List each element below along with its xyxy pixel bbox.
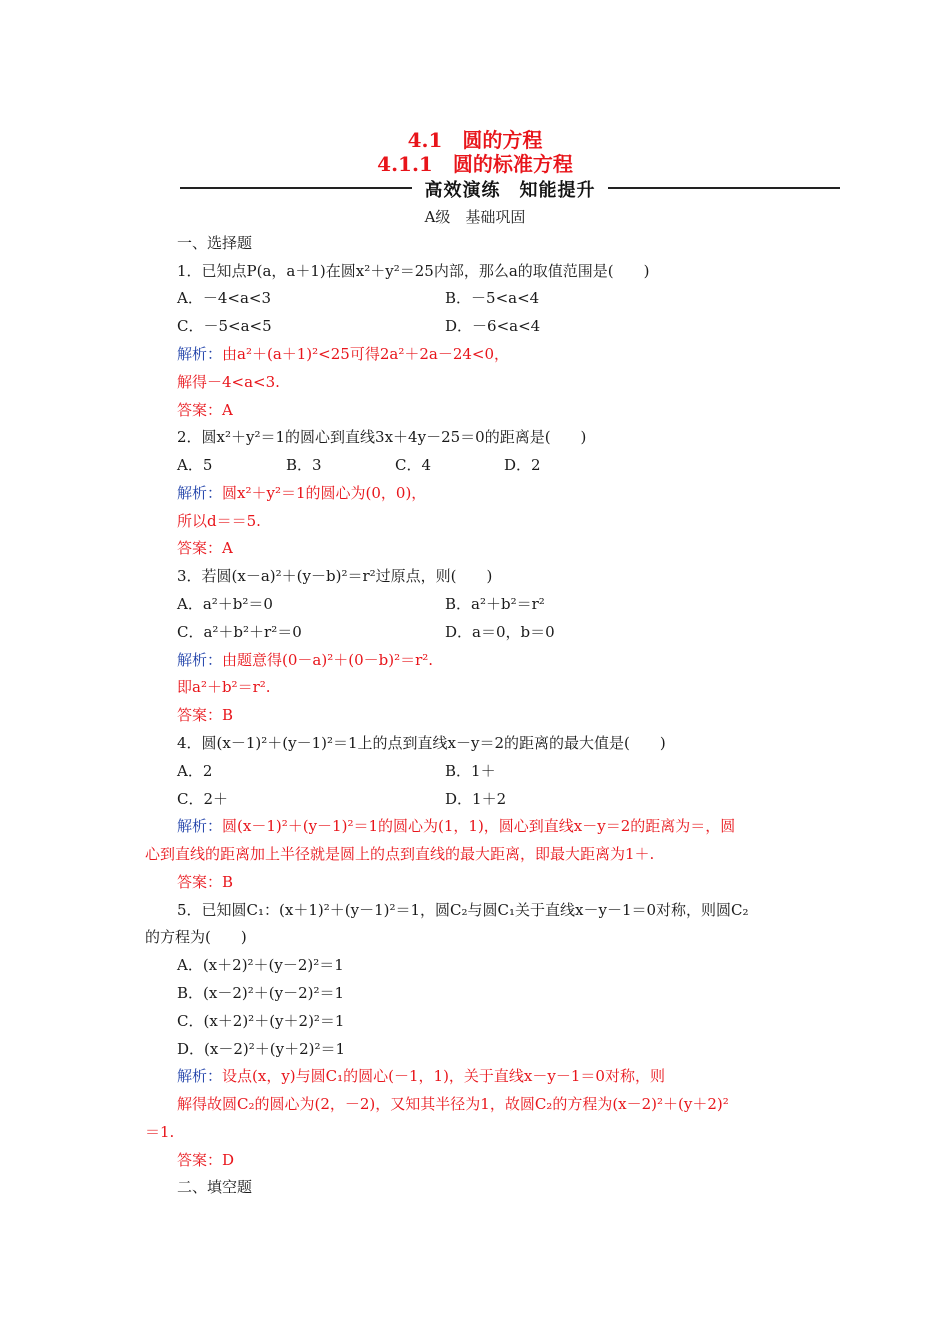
q4-option-c: C．2＋: [177, 790, 229, 808]
q1-option-c: C．－5<a<5: [177, 317, 272, 335]
part-heading-choice: 一、选择题: [177, 234, 253, 252]
analysis-text: 圆x²＋y²＝1的圆心为(0，0)，: [222, 484, 427, 502]
q3-option-b: B．a²＋b²＝r²: [445, 595, 545, 613]
analysis-label: 解析：: [177, 817, 223, 835]
analysis-text: 由题意得(0－a)²＋(0－b)²＝r².: [222, 651, 434, 669]
analysis-text: 由a²＋(a＋1)²<25可得2a²＋2a－24<0，: [222, 345, 510, 363]
q3-option-a: A．a²＋b²＝0: [177, 595, 273, 613]
q5-analysis: [177, 1066, 665, 1086]
q3-answer: 答案：B: [177, 706, 234, 724]
banner-text: 高效演练 知能提升: [424, 180, 596, 201]
question-4-stem: 4．圆(x－1)²＋(y－1)²＝1上的点到直线x－y＝2的距离的最大值是( ): [177, 734, 666, 752]
q4-analysis: [177, 816, 735, 836]
q3-analysis: [177, 650, 433, 670]
question-2-stem: 2．圆x²＋y²＝1的圆心到直线3x＋4y－25＝0的距离是( ): [177, 428, 587, 446]
q1-answer: 答案：A: [177, 401, 233, 419]
banner-rule-right: [608, 187, 840, 189]
q5-answer: 答案：D: [177, 1151, 235, 1169]
analysis-text: 圆(x－1)²＋(y－1)²＝1的圆心为(1，1)，圆心到直线x－y＝2的距离为＝，圆: [222, 817, 736, 835]
question-3-stem: 3．若圆(x－a)²＋(y－b)²＝r²过原点，则( ): [177, 567, 493, 585]
banner: [180, 176, 840, 200]
question-1-stem: 1．已知点P(a，a＋1)在圆x²＋y²＝25内部，那么a的取值范围是( ): [177, 262, 650, 280]
q4-answer: 答案：B: [177, 873, 234, 891]
q5-option-a: A．(x＋2)²＋(y－2)²＝1: [177, 956, 344, 974]
question-5-stem-line2: 的方程为( ): [145, 928, 247, 946]
q1-option-b: B．－5<a<4: [445, 289, 540, 307]
q4-option-d: D．1＋2: [445, 790, 507, 808]
q3-analysis-line2: 即a²＋b²＝r².: [177, 678, 271, 696]
q2-option-c: C．4: [395, 456, 432, 474]
analysis-label: 解析：: [177, 1067, 223, 1085]
q1-analysis-line2: 解得－4<a<3.: [177, 373, 280, 391]
analysis-label: 解析：: [177, 484, 223, 502]
q3-option-d: D．a＝0，b＝0: [445, 623, 555, 641]
q5-option-b: B．(x－2)²＋(y－2)²＝1: [177, 984, 345, 1002]
q5-option-c: C．(x＋2)²＋(y＋2)²＝1: [177, 1012, 345, 1030]
section-title: 4.1 圆的方程: [407, 128, 543, 152]
q4-option-b: B．1＋: [445, 762, 496, 780]
analysis-label: 解析：: [177, 651, 223, 669]
part-heading-fill: 二、填空题: [177, 1178, 253, 1196]
q2-option-a: A．5: [177, 456, 213, 474]
q1-option-a: A．－4<a<3: [177, 289, 271, 307]
analysis-text: 设点(x，y)与圆C₁的圆心(－1，1)，关于直线x－y－1＝0对称，则: [222, 1067, 665, 1085]
question-5-stem: 5．已知圆C₁：(x＋1)²＋(y－1)²＝1，圆C₂与圆C₁关于直线x－y－1＝0对称，则圆C₂: [177, 901, 749, 919]
q2-analysis-line2: 所以d＝＝5.: [177, 512, 261, 530]
q2-answer: 答案：A: [177, 539, 233, 557]
subsection-title: 4.1.1 圆的标准方程: [377, 152, 573, 176]
level-heading: A级 基础巩固: [424, 208, 526, 226]
q5-analysis-line3: ＝1.: [145, 1123, 175, 1141]
q4-analysis-line2: 心到直线的距离加上半径就是圆上的点到直线的最大距离，即最大距离为1＋.: [145, 845, 655, 863]
q1-option-d: D．－6<a<4: [445, 317, 541, 335]
q3-option-c: C．a²＋b²＋r²＝0: [177, 623, 302, 641]
q1-analysis: [177, 344, 509, 364]
q5-analysis-line2: 解得故圆C₂的圆心为(2，－2)，又知其半径为1，故圆C₂的方程为(x－2)²＋(y＋2)²: [177, 1095, 729, 1113]
analysis-label: 解析：: [177, 345, 223, 363]
q2-option-b: B．3: [286, 456, 322, 474]
q5-option-d: D．(x－2)²＋(y＋2)²＝1: [177, 1040, 346, 1058]
q4-option-a: A．2: [177, 762, 213, 780]
q2-analysis: [177, 483, 426, 503]
q2-option-d: D．2: [504, 456, 541, 474]
